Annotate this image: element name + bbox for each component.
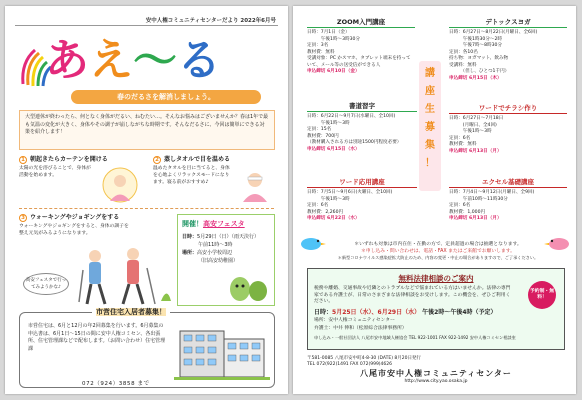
course-row: 持ち物：ヨガマット、飲み物	[449, 56, 509, 61]
logo-char: 〜	[133, 35, 177, 86]
course-title: デトックスヨガ	[449, 18, 567, 28]
course-deadline: 申込締切 6月15日（水）	[307, 146, 360, 152]
newsletter-header: 安中人権コミュニティセンターだより 2022年6月号	[145, 18, 276, 24]
housing-phone: 072（924）3858 まで	[82, 381, 150, 387]
course-title: エクセル基礎講座	[449, 178, 567, 188]
course-deadline: 申込締切 6月10日（金）	[307, 69, 360, 74]
course-row: 教材費：700円	[307, 133, 339, 139]
housing-notice-title-text: 市営住宅入居者募集！	[96, 308, 166, 316]
course-row: 日時：6月27日～7月18日	[449, 116, 504, 121]
course-row: 受講対象：PC かスマホ、タブレット端末を持っていて、メール等の送受信ができる人	[307, 56, 411, 68]
vertical-char: 生	[425, 104, 435, 115]
course-row: 午後1時～3時	[307, 120, 350, 126]
notice-line: ＊新型コロナウイルス感染症拡大防止のため、内容の変更・中止の場合がありますので、ご了承ください。	[337, 255, 539, 260]
course-title: ワードでチラシ作り	[449, 104, 567, 114]
tip-number: 3	[19, 214, 27, 222]
course-row: 定員：6名	[307, 203, 329, 208]
course-title: ZOOM入門講座	[307, 18, 415, 28]
course-row: 日時：6月22日～9月7日(水曜日、全10回)	[307, 114, 396, 119]
left-page	[5, 6, 288, 394]
legal-date-days: 5月25日（水）、6月29日（水）	[332, 308, 421, 316]
festa-title	[182, 219, 270, 229]
tip-body: 太陽の光を浴びることで、身体が活動を始めます。	[19, 166, 91, 178]
course-deadline: 申込締切 6月22日（水）	[307, 216, 360, 221]
notice-line: ＊申し込み・問い合わせは、電話・FAX またはご来館でお願いします。	[361, 248, 515, 254]
course-row: (月曜日、全4回)	[449, 122, 497, 128]
festa-date: 5月29日（日）（雨天決行）	[197, 234, 260, 240]
course-row: 日時：6月27日～8月22日(月曜日、全6回)	[449, 30, 538, 35]
tip-body: ウォーキングやジョギングをすると、身体の調子を整え元気がみるようになります。	[19, 224, 129, 236]
footer-url: http://www.city.yao.osaka.jp	[404, 379, 468, 384]
vertical-char: 座	[425, 86, 435, 97]
course-calligraphy	[307, 102, 417, 153]
tip-curtain	[19, 156, 141, 180]
vertical-char: 講	[425, 68, 435, 79]
housing-notice-body: 市営住宅は、6月と12月の年2回募集を行います。6月募集の申込書は、6月1日～15日の間に安中人権コミセン、各出張所、住宅管理課などで配布します。（お問い合わせ）住宅管理課	[28, 323, 166, 352]
legal-date	[314, 307, 558, 316]
tip-walking	[19, 214, 169, 238]
legal-title: 無料法律相談のご案内	[398, 274, 474, 283]
course-row: 午後1時～3時	[449, 129, 492, 134]
course-detox-yoga	[449, 18, 567, 82]
festa-place-label: 場所：	[182, 250, 198, 256]
legal-date-prefix: 日時：	[314, 308, 333, 316]
right-page	[293, 6, 576, 394]
course-row: （但し、ひとつ1千円）	[449, 69, 510, 74]
walking-people-icon	[73, 246, 173, 308]
course-row: 定員：3名	[307, 43, 329, 48]
course-row: 受講料：無料	[449, 62, 477, 68]
logo-char: え	[89, 35, 133, 86]
course-excel-basic	[449, 178, 567, 223]
newsletter-logo	[45, 36, 275, 88]
footer-contact: TEL 072(922)1491 FAX 072(999)4626	[307, 362, 393, 367]
tip-body: 温めたタオルを目に当てると、身体を心地よくリラックスモードになります。寝る前がおすすめ♪	[153, 166, 230, 185]
takayasu-festa-box	[177, 214, 275, 306]
course-row: 午後1時～3時30分	[307, 36, 361, 42]
tip-towel	[153, 156, 275, 186]
legal-lawyer: 弁護士：中井 伸和（松原綜合法律事務所）	[314, 326, 407, 331]
course-word-advanced	[307, 178, 417, 223]
course-row: 日時：7月1日（金）	[307, 30, 350, 35]
legal-body: 税務や離婚、交通事故や近隣とのトラブルなどで悩まれている方はいませんか。法律の専門家である弁護士が、日常のさまざまな法律相談をお受けします。この機会を、ぜひご利用ください。	[314, 286, 511, 304]
vertical-char: ！	[425, 158, 435, 169]
course-row: 教材費：1,000円	[449, 209, 486, 215]
festa-title-highlight: 高安フェスタ	[203, 220, 245, 228]
divider	[19, 208, 274, 209]
tip-number: 2	[153, 156, 161, 164]
notice-line: ＊いずれも対象は市内在住・在勤の方で、定員超過の場合は抽選となります。	[354, 242, 522, 247]
festa-title-prefix: 開催！	[182, 220, 203, 228]
course-row: （教材購入される方は別途1500円程度必要）	[307, 140, 402, 145]
legal-consultation-box	[307, 268, 565, 350]
tip-number: 1	[19, 156, 27, 164]
course-word-flyer	[449, 104, 567, 155]
tip-title: ウォーキングやジョギングをする	[30, 214, 120, 221]
course-row: 定員：各10名	[449, 49, 478, 55]
festa-place-note: （旧高安幼稚園）	[198, 258, 239, 264]
intro-text: 大型連休が終わったら、何となく身体がだるい、ねむたい…。そんなお悩みはございませんか？春は1年で最も気温の変化が大きく、身体やその調子が崩しながちな時期です。そんなだるさに、今回は簡単にできる対策を紹介します！	[19, 110, 275, 150]
tip-title: 朝起きたらカーテンを開ける	[30, 156, 108, 163]
course-row: 日時：7月5日～9月6日(火曜日、全10回)	[307, 190, 393, 195]
course-recruit-vertical	[419, 61, 441, 191]
footer-org-name: 八尾市安中人権コミュニティセンター	[360, 369, 512, 378]
logo-char: る	[177, 35, 221, 86]
legal-date-time: 午後2時～午後4時（予定）	[422, 308, 497, 316]
course-row: 午前10時～11時30分	[449, 196, 508, 202]
course-zoom	[307, 18, 415, 76]
festa-date-label: 日時：	[182, 234, 198, 240]
housing-notice-title	[92, 307, 170, 317]
festa-place: 高安小学校周辺	[197, 250, 233, 256]
course-row: 定員：6名	[449, 203, 471, 208]
footer	[307, 356, 565, 388]
course-row: 日時：7月4日～9月12日(月曜日、全9回)	[449, 190, 535, 195]
relaxing-woman-icon	[237, 168, 273, 204]
course-notice	[311, 242, 565, 262]
tip-title: 蒸しタオルで目を温める	[164, 156, 231, 163]
course-deadline: 申込締切 6月15日（木）	[449, 75, 502, 81]
vertical-char: 募	[425, 122, 435, 133]
course-row: 教材費：無料	[449, 142, 477, 147]
course-row: 教材費：2,260円	[307, 209, 344, 215]
course-title: ワード応用講座	[307, 178, 417, 188]
vertical-char: 集	[425, 140, 435, 151]
course-row: 定員：15名	[307, 127, 332, 132]
legal-apply: 申し込み・一般社団法人 八尾市安中地域人権協会 TEL 922-1001 FAX 922-1492 安中人権コミセン相談室	[314, 334, 516, 340]
theme-banner: 春のだるさを解消しましょう。	[71, 90, 261, 104]
logo-char: あ	[45, 35, 89, 86]
course-title: 書道習字	[307, 102, 417, 112]
course-row: 午後1時～3時	[307, 196, 350, 202]
festa-time: 午前11時～3時	[198, 242, 233, 248]
festival-mascot-icon	[226, 273, 270, 303]
course-row: 定員：6名	[449, 135, 471, 141]
apartment-building-icon	[174, 321, 270, 381]
course-deadline: 申込締切 6月13日（月）	[449, 148, 502, 154]
course-deadline: 申込締切 6月13日（月）	[449, 216, 502, 221]
course-row: 午後7時～8時30分	[449, 43, 503, 48]
legal-place: 場所：安中人権コミュニティセンター	[314, 317, 395, 323]
course-row: 午後1時30分～2時	[449, 36, 503, 42]
course-row: 教材費：無料	[307, 49, 335, 55]
speech-bubble: 高安フェスタで行ってみようかな♪	[23, 273, 69, 295]
footer-address: 〒581-0085 八尾市安中町4-8-30 (DATE) 8月20日発行	[307, 356, 421, 361]
reservation-badge: 予約制・無料！	[528, 281, 556, 309]
housing-notice-box	[19, 308, 275, 388]
sunrise-woman-icon	[101, 166, 139, 204]
